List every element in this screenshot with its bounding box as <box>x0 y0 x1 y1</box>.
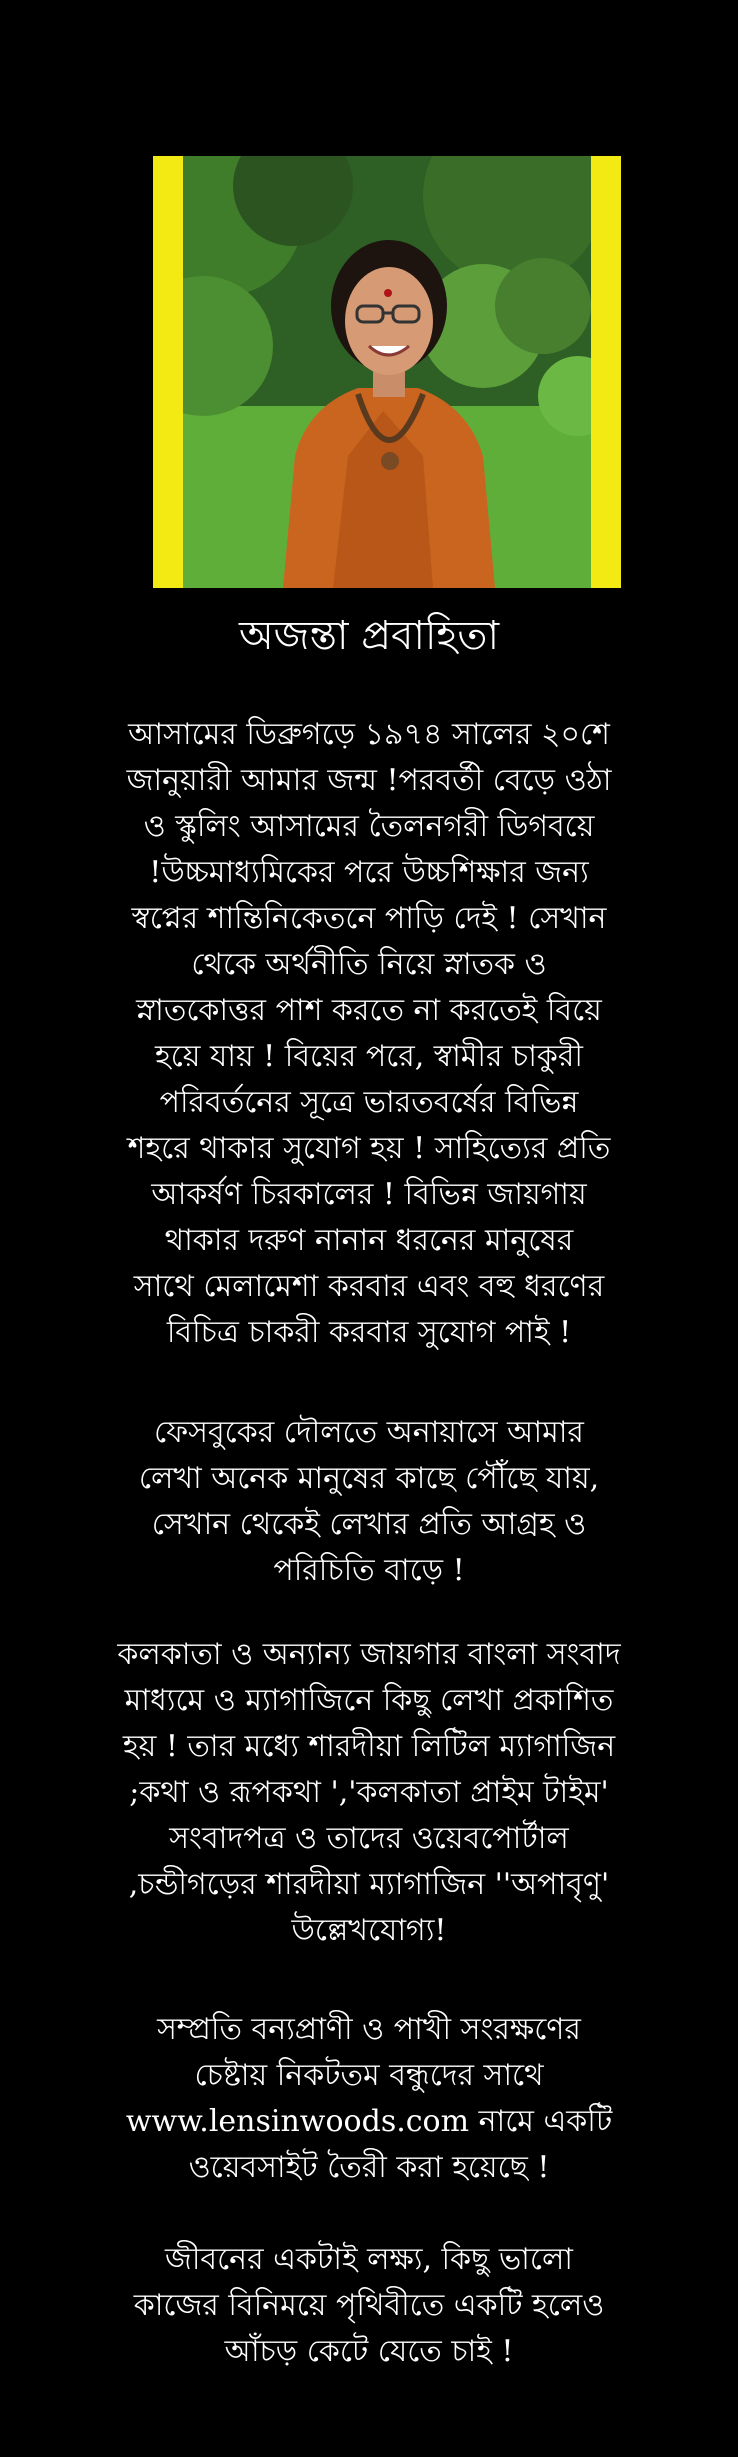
bio-line: আসামের ডিব্রুগড়ে ১৯৭৪ সালের ২০শে <box>128 717 610 752</box>
bio-line: কাজের বিনিময়ে পৃথিবীতে একটি হলেও <box>133 2288 605 2323</box>
bio-line: ওয়েবসাইট তৈরী করা হয়েছে ! <box>188 2150 550 2185</box>
bio-line: সেখান থেকেই লেখার প্রতি আগ্রহ ও <box>151 1507 587 1542</box>
bio-line: হয়ে যায় ! বিয়ের পরে, স্বামীর চাকুরী <box>154 1039 584 1074</box>
bio-line: থাকার দরুণ নানান ধরনের মানুষের <box>164 1223 574 1258</box>
bio-line: !উচ্চমাধ্যমিকের পরে উচ্চশিক্ষার জন্য <box>149 855 589 890</box>
bio-line: থেকে অর্থনীতি নিয়ে স্নাতক ও <box>191 947 547 982</box>
bio-line: লেখা অনেক মানুষের কাছে পৌঁছে যায়, <box>138 1461 600 1496</box>
bio-line: সাথে মেলামেশা করবার এবং বহু ধরণের <box>133 1269 605 1304</box>
bio-paragraph-1 <box>60 712 678 1356</box>
bio-line: হয় ! তার মধ্যে শারদীয়া লিটিল ম্যাগাজিন <box>122 1729 616 1764</box>
bio-line: চেষ্টায় নিকটতম বন্ধুদের সাথে <box>194 2058 544 2093</box>
author-name: অজন্তা প্রবাহিতা <box>238 613 500 659</box>
bio-line: সম্প্রতি বন্যপ্রাণী ও পাখী সংরক্ষণের <box>157 2012 581 2047</box>
bio-line: আঁচড় কেটে যেতে চাই ! <box>224 2334 514 2369</box>
bio-line: জীবনের একটাই লক্ষ্য, কিছু ভালো <box>165 2242 573 2277</box>
bio-line: ফেসবুকের দৌলতে অনায়াসে আমার <box>154 1415 584 1450</box>
bio-line: সংবাদপত্র ও তাদের ওয়েবপোর্টাল <box>169 1821 569 1856</box>
bio-paragraph-2 <box>60 1410 678 1594</box>
bio-line: পরিচিতি বাড়ে ! <box>273 1553 465 1588</box>
bio-line: আকর্ষণ চিরকালের ! বিভিন্ন জায়গায় <box>151 1177 587 1212</box>
bio-line: ;কথা ও রূপকথা ','কলকাতা প্রাইম টাইম' <box>129 1775 609 1810</box>
bio-line: জানুয়ারী আমার জন্ম !পরবর্তী বেড়ে ওঠা <box>126 763 612 798</box>
bio-line: কলকাতা ও অন্যান্য জায়গার বাংলা সংবাদ <box>117 1637 621 1672</box>
bio-line: ও স্কুলিং আসামের তৈলনগরী ডিগবয়ে <box>143 809 595 844</box>
bio-line: ,চন্ডীগড়ের শারদীয়া ম্যাগাজিন ''অপাবৃণু' <box>128 1867 610 1902</box>
portrait-photo <box>183 156 591 588</box>
bio-line: স্নাতকোত্তর পাশ করতে না করতেই বিয়ে <box>136 993 602 1028</box>
portrait-illustration <box>183 156 591 588</box>
bio-line: শহরে থাকার সুযোগ হয় ! সাহিত্যের প্রতি <box>127 1131 611 1166</box>
bio-line: www.lensinwoods.com নামে একটি <box>125 2104 613 2139</box>
bio-line: পরিবর্তনের সূত্রে ভারতবর্ষের বিভিন্ন <box>159 1085 579 1120</box>
photo-frame <box>153 156 621 588</box>
bio-line: স্বপ্নের শান্তিনিকেতনে পাড়ি দেই ! সেখান <box>131 901 607 936</box>
bio-paragraph-4 <box>60 2007 678 2191</box>
bio-line: উল্লেখযোগ্য! <box>291 1913 447 1948</box>
bio-paragraph-3 <box>60 1632 678 1954</box>
bio-line: মাধ্যমে ও ম্যাগাজিনে কিছু লেখা প্রকাশিত <box>124 1683 614 1718</box>
bio-paragraph-5 <box>60 2237 678 2375</box>
bio-line: বিচিত্র চাকরী করবার সুযোগ পাই ! <box>166 1315 572 1350</box>
